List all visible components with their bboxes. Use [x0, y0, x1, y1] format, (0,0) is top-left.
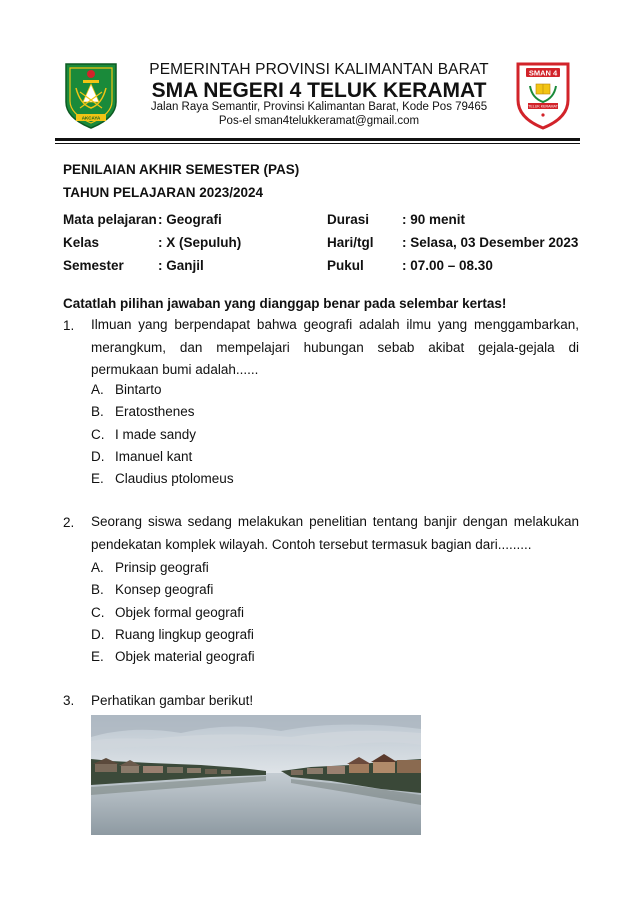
instruction: Catatlah pilihan jawaban yang dianggap benar pada selembar kertas! [63, 296, 507, 311]
question-1-option-d[interactable] [91, 449, 192, 465]
question-2-option-e[interactable] [91, 649, 255, 665]
option-letter: C. [91, 427, 105, 442]
option-text: Ruang lingkup geografi [115, 627, 254, 642]
question-1-option-b[interactable] [91, 404, 195, 420]
option-letter: E. [91, 471, 104, 486]
header-divider-thick [55, 138, 580, 141]
info-value-class: : X (Sepuluh) [158, 235, 242, 250]
question-2-option-d[interactable] [91, 627, 254, 643]
school-address: Jalan Raya Semantir, Provinsi Kalimantan Barat, Kode Pos 79465 [150, 101, 488, 113]
info-value-time: : 07.00 – 08.30 [402, 258, 493, 273]
option-text: Konsep geografi [115, 582, 214, 597]
option-letter: C. [91, 605, 105, 620]
info-value-date: : Selasa, 03 Desember 2023 [402, 235, 579, 250]
option-letter: B. [91, 404, 104, 419]
info-value-semester: : Ganjil [158, 258, 204, 273]
option-letter: E. [91, 649, 104, 664]
school-name: SMA NEGERI 4 TELUK KERAMAT [151, 79, 487, 102]
option-text: Claudius ptolomeus [115, 471, 234, 486]
option-letter: B. [91, 582, 104, 597]
question-1-number: 1. [63, 318, 75, 333]
option-text: Prinsip geografi [115, 560, 209, 575]
info-label-date: Hari/tgl [327, 235, 374, 250]
question-2-option-b[interactable] [91, 582, 213, 598]
river-settlement-photo [91, 715, 421, 835]
right-logo-text: SMAN 4 [528, 68, 558, 78]
option-letter: D. [91, 627, 105, 642]
option-text: I made sandy [115, 427, 197, 442]
option-text: Objek material geografi [115, 649, 255, 664]
question-2-number: 2. [63, 515, 75, 530]
government-name: PEMERINTAH PROVINSI KALIMANTAN BARAT [149, 61, 489, 78]
info-label-duration: Durasi [327, 212, 370, 227]
option-letter: D. [91, 449, 105, 464]
option-text: Objek formal geografi [115, 605, 245, 620]
school-email: Pos-el sman4telukkeramat@gmail.com [218, 115, 420, 127]
option-letter: A. [91, 560, 104, 575]
exam-year: TAHUN PELAJARAN 2023/2024 [63, 185, 264, 200]
question-3-number: 3. [63, 693, 75, 708]
question-1-option-c[interactable] [91, 427, 196, 443]
question-3-text: Perhatikan gambar berikut! [91, 693, 254, 708]
question-2-option-a[interactable] [91, 560, 209, 576]
right-logo-ribbon: TELUK KERAMAT [528, 104, 558, 109]
info-label-class: Kelas [63, 235, 100, 250]
info-label-time: Pukul [327, 258, 364, 273]
question-1-option-a[interactable] [91, 382, 162, 398]
info-value-subject: : Geografi [158, 212, 222, 227]
option-letter: A. [91, 382, 104, 397]
option-text: Imanuel kant [115, 449, 193, 464]
question-1-text: Ilmuan yang berpendapat bahwa geografi adalah ilmu yang menggambarkan, merangkum, dan mempelajari hubungan sebab akibat gejala-gejala di permukaan bumi adalah...... [91, 317, 579, 377]
exam-title: PENILAIAN AKHIR SEMESTER (PAS) [63, 162, 300, 177]
question-2-option-c[interactable] [91, 605, 244, 621]
question-2-text: Seorang siswa sedang melakukan penelitian tentang banjir dengan melakukan pendekatan komplek wilayah. Contoh tersebut termasuk bagian dari......... [91, 514, 579, 552]
info-label-subject: Mata pelajaran [63, 212, 157, 227]
option-text: Eratosthenes [115, 404, 195, 419]
info-label-semester: Semester [63, 258, 124, 273]
option-text: Bintarto [115, 382, 162, 397]
header-divider-thin [55, 143, 580, 144]
question-1-option-e[interactable] [91, 471, 234, 487]
left-logo-text: AKCAYA [81, 115, 101, 121]
info-value-duration: : 90 menit [402, 212, 466, 227]
